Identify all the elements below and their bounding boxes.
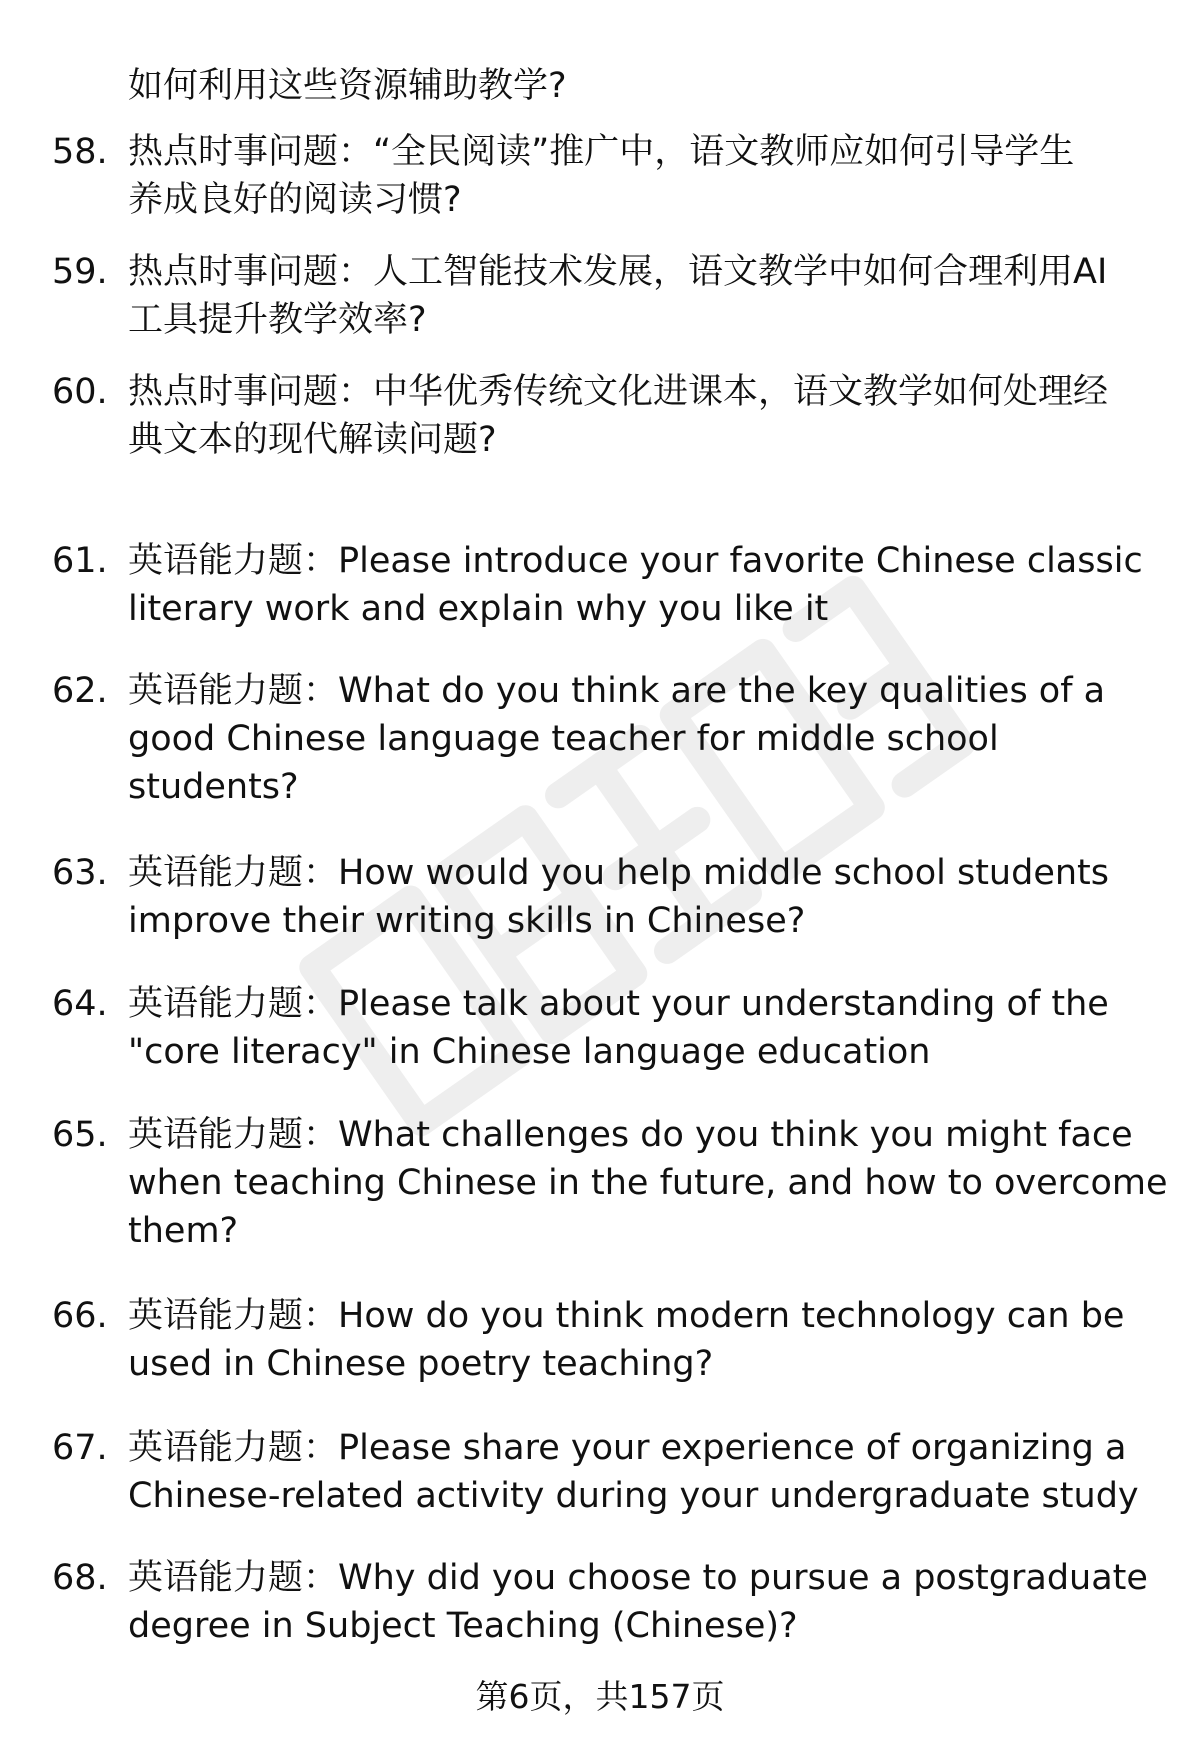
question-number: 68. (52, 1558, 108, 1598)
question-text-line: used in Chinese poetry teaching? (128, 1344, 714, 1384)
question-text-line: 英语能力题：Why did you choose to pursue a postgraduate (128, 1558, 1148, 1598)
question-number: 60. (52, 372, 108, 412)
question-text-line: Chinese-related activity during your undergraduate study (128, 1476, 1139, 1516)
question-text-line: 英语能力题：What do you think are the key qualities of a (128, 671, 1106, 711)
question-text-line: good Chinese language teacher for middle school (128, 719, 999, 759)
question-text-line: 英语能力题：Please share your experience of organizing a (128, 1428, 1127, 1468)
question-text-line: 工具提升教学效率? (128, 300, 427, 340)
question-number: 62. (52, 671, 108, 711)
question-text-line: 热点时事问题：人工智能技术发展，语文教学中如何合理利用AI (128, 252, 1108, 292)
question-number: 65. (52, 1115, 108, 1155)
question-number: 59. (52, 252, 108, 292)
question-text-line: 英语能力题：How do you think modern technology can be (128, 1296, 1125, 1336)
question-number: 61. (52, 541, 108, 581)
question-text-line: them? (128, 1211, 239, 1251)
question-number: 66. (52, 1296, 108, 1336)
question-number: 64. (52, 984, 108, 1024)
question-text-line: 热点时事问题：中华优秀传统文化进课本，语文教学如何处理经 (128, 372, 1109, 412)
question-text-line: 英语能力题：How would you help middle school students (128, 853, 1109, 893)
question-text-line: literary work and explain why you like it (128, 589, 829, 629)
question-text-line: 热点时事问题：“全民阅读”推广中，语文教师应如何引导学生 (128, 132, 1075, 172)
question-number: 63. (52, 853, 108, 893)
question-text-line: 英语能力题：Please introduce your favorite Chinese classic (128, 541, 1143, 581)
question-text-line: 养成良好的阅读习惯? (128, 180, 462, 220)
question-text-line: 英语能力题：What challenges do you think you might face (128, 1115, 1133, 1155)
question-text-line: students? (128, 767, 299, 807)
question-number: 67. (52, 1428, 108, 1468)
question-text-line: degree in Subject Teaching (Chinese)? (128, 1606, 798, 1646)
question-text-line: 英语能力题：Please talk about your understanding of the (128, 984, 1109, 1024)
question-text-line: when teaching Chinese in the future, and how to overcome (128, 1163, 1168, 1203)
question-number: 58. (52, 132, 108, 172)
question-text-line: "core literacy" in Chinese language education (128, 1032, 931, 1072)
question-text-line: 典文本的现代解读问题? (128, 420, 497, 460)
question-text-line: 如何利用这些资源辅助教学? (128, 66, 567, 106)
page-number-footer: 第6页，共157页 (475, 1677, 725, 1716)
question-text-line: improve their writing skills in Chinese? (128, 901, 806, 941)
